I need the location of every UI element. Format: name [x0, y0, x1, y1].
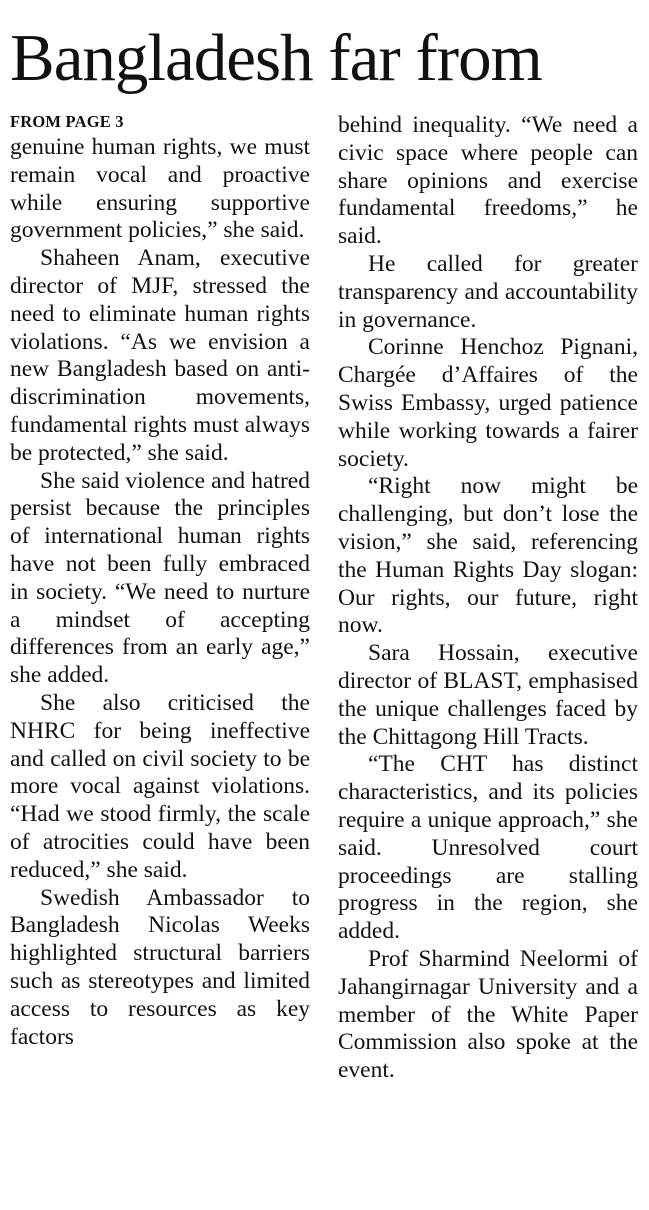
article-paragraph: genuine human rights, we must remain vocal and proactive while ensuring supportive government policies,” she said.	[10, 134, 310, 244]
article-paragraph: Swedish Ambassador to Bangladesh Nicolas Weeks highlighted structural barriers such as stereotypes and limited access to resources as key factors	[10, 884, 310, 1050]
article-paragraph: “Right now might be challenging, but don’t lose the vision,” she said, referencing the Human Rights Day slogan: Our rights, our future, right now.	[338, 473, 638, 639]
article-column-left	[10, 112, 310, 1197]
article-column-right	[338, 112, 638, 1197]
article-paragraph: Prof Sharmind Neelormi of Jahangirnagar University and a member of the White Paper Commission also spoke at the event.	[338, 945, 638, 1084]
article-paragraph: He called for greater transparency and accountability in governance.	[338, 250, 638, 333]
article-paragraph: Corinne Henchoz Pignani, Chargée d’Affaires of the Swiss Embassy, urged patience while working towards a fairer society.	[338, 334, 638, 472]
article-paragraph: She said violence and hatred persist because the principles of international human rights have not been fully embraced in society. “We need to nurture a mindset of accepting differences from an early age,” she added.	[10, 467, 310, 689]
headline: Bangladesh far from	[10, 21, 542, 95]
article-paragraph: Sara Hossain, executive director of BLAST, emphasised the unique challenges faced by the Chittagong Hill Tracts.	[338, 640, 638, 750]
continuation-kicker: FROM PAGE 3	[10, 112, 124, 131]
article-paragraph: She also criticised the NHRC for being ineffective and called on civil society to be more vocal against violations. “Had we stood firmly, the scale of atrocities could have been reduced,” she said.	[10, 689, 310, 883]
article-paragraph: Shaheen Anam, executive director of MJF, stressed the need to eliminate human rights violations. “As we envision a new Bangladesh based on anti-discrimination movements, fundamental rights must always be protected,” she said.	[10, 245, 310, 466]
article-paragraph: behind inequality. “We need a civic space where people can share opinions and exercise fundamental freedoms,” he said.	[338, 112, 638, 250]
article-paragraph: “The CHT has distinct characteristics, and its policies require a unique approach,” she said. Unresolved court proceedings are stalling progress in the region, she added.	[338, 751, 638, 945]
